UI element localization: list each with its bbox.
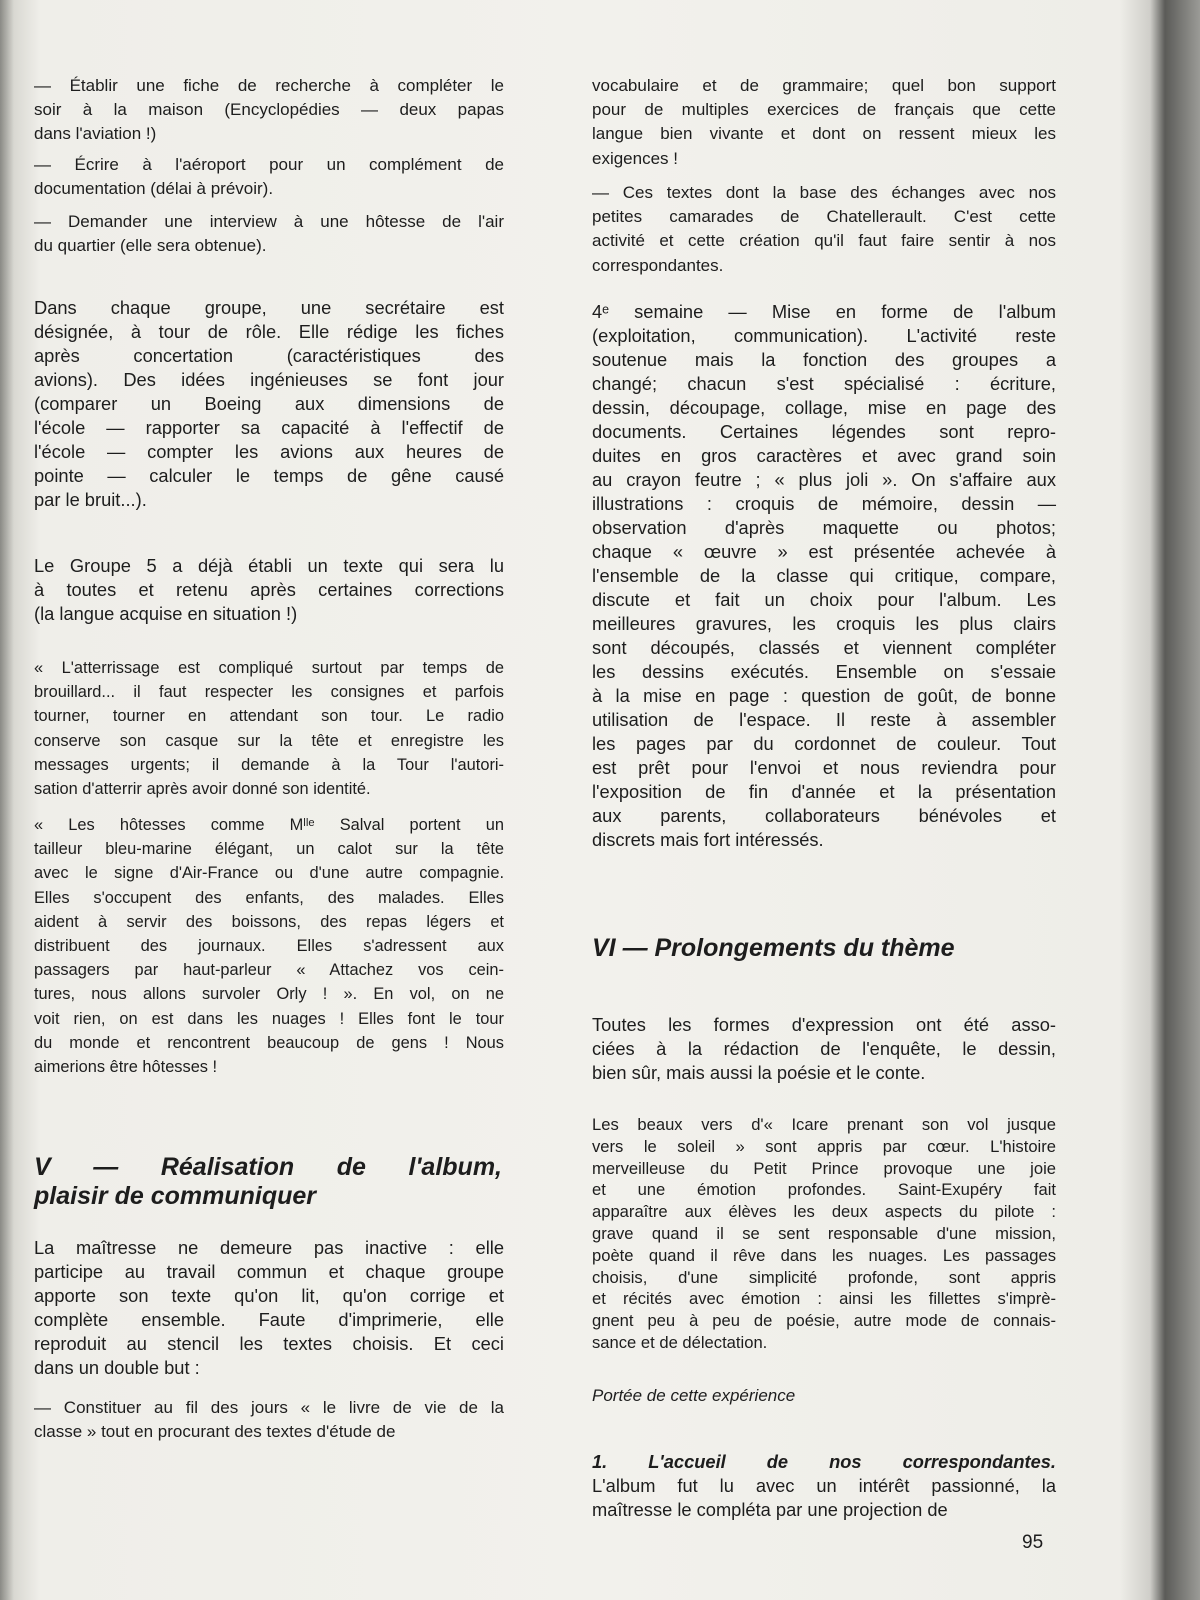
text-line: vers le soleil » sont appris par cœur. L'histoire bbox=[592, 1136, 1056, 1156]
text-line: ciées à la rédaction de l'enquête, le dessin, bbox=[592, 1038, 1056, 1059]
section-heading-v bbox=[34, 1153, 502, 1211]
text-line: — Établir une fiche de recherche à compléter le bbox=[34, 76, 504, 95]
text-line: à toutes et retenu après certaines corrections bbox=[34, 579, 504, 600]
text-line: apporte son texte qu'on lit, qu'on corrige et bbox=[34, 1285, 504, 1306]
text-line: sont découpés, classés et viennent compléter bbox=[592, 637, 1056, 658]
text-line: petites camarades de Chatellerault. C'est cette bbox=[592, 207, 1056, 227]
text-line: dans un double but : bbox=[34, 1357, 200, 1378]
text-line: — Écrire à l'aéroport pour un complément de bbox=[34, 155, 504, 174]
paragraph-icare bbox=[592, 1114, 1056, 1354]
text-line: VI — Prolongements du thème bbox=[592, 934, 955, 962]
text-line: — Demander une interview à une hôtesse de l'air bbox=[34, 212, 504, 231]
text-line: avec le signe d'Air-France ou d'une autre compagnie. bbox=[34, 864, 504, 883]
text-line: participe au travail commun et chaque groupe bbox=[34, 1261, 504, 1282]
text-line: complète ensemble. Faute d'imprimerie, elle bbox=[34, 1309, 504, 1330]
text-line: par le bruit...). bbox=[34, 489, 147, 510]
subheading-portee: Portée de cette expérience bbox=[592, 1386, 796, 1405]
text-line: l'école — rapporter sa capacité à l'effectif de bbox=[34, 417, 504, 438]
paragraph-teacher bbox=[34, 1236, 504, 1380]
text-line: soir à la maison (Encyclopédies — deux papas bbox=[34, 100, 504, 120]
paragraph-groups bbox=[34, 296, 504, 512]
text-line: gnent peu à peu de poésie, autre mode de connais- bbox=[592, 1311, 1056, 1331]
text-line: dans l'aviation !) bbox=[34, 124, 157, 144]
text-line: l'école — compter les avions aux heures de bbox=[34, 441, 504, 462]
text-line: aux parents, collaborateurs bénévoles et bbox=[592, 805, 1056, 826]
text-line: « Les hôtesses comme Mˡˡᵉ Salval portent un bbox=[34, 816, 504, 834]
text-line: La maîtresse ne demeure pas inactive : elle bbox=[34, 1237, 504, 1258]
text-line: les dessins exécutés. Ensemble on s'essaie bbox=[592, 661, 1056, 682]
paragraph-livre-de-vie bbox=[34, 1396, 504, 1444]
text-line: — Ces textes dont la base des échanges avec nos bbox=[592, 183, 1056, 202]
text-line: dessin, découpage, collage, mise en page des bbox=[592, 397, 1056, 418]
text-line: voit rien, on est dans les nuages ! Elles font le tour bbox=[34, 1009, 504, 1028]
text-line: sation d'atterrir après avoir donné son identité. bbox=[34, 780, 371, 799]
text-line: Les beaux vers d'« Icare prenant son vol jusque bbox=[592, 1115, 1056, 1134]
text-line: avions). Des idées ingénieuses se font jour bbox=[34, 369, 504, 390]
text-line: duites en gros caractères et avec grand soin bbox=[592, 445, 1056, 466]
section-heading-vi bbox=[592, 934, 1056, 963]
text-line: vocabulaire et de grammaire; quel bon support bbox=[592, 76, 1056, 95]
paragraph-echanges bbox=[592, 181, 1056, 278]
text-line: tailleur bleu-marine élégant, un calot sur la tête bbox=[34, 840, 504, 859]
text-line: documents. Certaines légendes sont repro- bbox=[592, 421, 1056, 442]
paragraph-write-airport bbox=[34, 153, 504, 201]
text-line: les pages par du cordonnet de couleur. Tout bbox=[592, 733, 1056, 754]
paragraph-expression bbox=[592, 1013, 1056, 1085]
text-line: utilisation de l'espace. Il reste à assembler bbox=[592, 709, 1056, 730]
text-line: après concertation (caractéristiques des bbox=[34, 345, 504, 366]
text-line: au crayon feutre ; « plus joli ». On s'affaire aux bbox=[592, 469, 1056, 490]
text-line: et récités avec émotion : ainsi les fillettes s'imprè- bbox=[592, 1289, 1056, 1309]
text-line: désignée, à tour de rôle. Elle rédige les fiches bbox=[34, 321, 504, 342]
text-line: illustrations : croquis de mémoire, dessin — bbox=[592, 493, 1056, 514]
text-line: meilleures gravures, les croquis les plus clairs bbox=[592, 613, 1056, 634]
text-line: brouillard... il faut respecter les consignes et parfois bbox=[34, 683, 504, 702]
paragraph-vocabulaire bbox=[592, 74, 1056, 171]
text-line: l'ensemble de la classe qui critique, compare, bbox=[592, 565, 1056, 586]
text-line: aident à servir des boissons, des repas légers et bbox=[34, 912, 504, 931]
text-line: « L'atterrissage est compliqué surtout par temps de bbox=[34, 659, 504, 677]
text-line: plaisir de communiquer bbox=[34, 1182, 317, 1210]
text-line: Toutes les formes d'expression ont été asso- bbox=[592, 1014, 1056, 1035]
text-line: maîtresse le compléta par une projection de bbox=[592, 1499, 948, 1520]
text-line: observation d'après maquette ou photos; bbox=[592, 517, 1056, 538]
text-line: Dans chaque groupe, une secrétaire est bbox=[34, 297, 504, 318]
text-line: conserve son casque sur la tête et enregistre les bbox=[34, 731, 504, 750]
quote-hostesses bbox=[34, 813, 504, 1079]
text-line: tures, nous allons survoler Orly ! ». En vol, on ne bbox=[34, 985, 504, 1004]
quote-landing bbox=[34, 656, 504, 801]
text-line: messages urgents; il demande à la Tour l'autori- bbox=[34, 755, 504, 774]
text-line: chaque « œuvre » est présentée achevée à bbox=[592, 541, 1056, 562]
text-line: tourner, tourner en attendant son tour. Le radio bbox=[34, 707, 504, 726]
text-line: sance et de délectation. bbox=[592, 1332, 768, 1352]
text-line: bien sûr, mais aussi la poésie et le conte. bbox=[592, 1062, 926, 1083]
text-line: discrets mais fort intéressés. bbox=[592, 829, 824, 850]
text-line: à la mise en page : question de goût, de bonne bbox=[592, 685, 1056, 706]
paragraph-groupe-5 bbox=[34, 554, 504, 626]
text-line: du monde et rencontrent beaucoup de gens ! Nous bbox=[34, 1033, 504, 1052]
text-line: aimerions être hôtesses ! bbox=[34, 1058, 218, 1077]
text-line: distribuent des journaux. Elles s'adressent aux bbox=[34, 937, 504, 956]
paragraph-interview bbox=[34, 210, 504, 258]
text-line: 4ᵉ semaine — Mise en forme de l'album bbox=[592, 301, 1056, 322]
text-line: correspondantes. bbox=[592, 255, 724, 275]
text-line: pour de multiples exercices de français que cette bbox=[592, 100, 1056, 120]
paragraph-accueil bbox=[592, 1450, 1056, 1522]
text-line: grave quand il se sent responsable d'une mission, bbox=[592, 1223, 1056, 1243]
text-line: classe » tout en procurant des textes d'étude de bbox=[34, 1422, 396, 1442]
text-line: — Constituer au fil des jours « le livre de vie de la bbox=[34, 1398, 504, 1417]
text-line: (comparer un Boeing aux dimensions de bbox=[34, 393, 504, 414]
text-line: et une émotion profondes. Saint-Exupéry fait bbox=[592, 1180, 1056, 1200]
text-line: merveilleuse du Petit Prince provoque une joie bbox=[592, 1158, 1056, 1178]
text-line: reproduit au stencil les textes choisis. Et ceci bbox=[34, 1333, 504, 1354]
text-line: changé; chacun s'est spécialisé : écriture, bbox=[592, 373, 1056, 394]
text-line: du quartier (elle sera obtenue). bbox=[34, 236, 267, 256]
text-line: choisis, d'une simplicité profonde, sont appris bbox=[592, 1267, 1056, 1287]
paragraph-research-sheet bbox=[34, 74, 504, 147]
text-line: langue bien vivante et dont on ressent mieux les bbox=[592, 124, 1056, 144]
paragraph-4e-semaine bbox=[592, 300, 1056, 852]
text-line: l'exposition de fin d'année et la présentation bbox=[592, 781, 1056, 802]
text-line: soutenue mais la fonction des groupes a bbox=[592, 349, 1056, 370]
page-number: 95 bbox=[1022, 1532, 1044, 1553]
text-line: V — Réalisation de l'album, bbox=[34, 1153, 502, 1181]
text-line: apparaître aux élèves les deux aspects du pilote : bbox=[592, 1202, 1056, 1222]
text-line: Le Groupe 5 a déjà établi un texte qui sera lu bbox=[34, 555, 504, 576]
text-line: poète quand il rêve dans les nuages. Les passages bbox=[592, 1245, 1056, 1265]
text-line: (la langue acquise en situation !) bbox=[34, 603, 298, 624]
text-line: 1. L'accueil de nos correspondantes. bbox=[592, 1451, 1056, 1472]
text-line: pointe — calculer le temps de gêne causé bbox=[34, 465, 504, 486]
text-line: discute et fait un choix pour l'album. Les bbox=[592, 589, 1056, 610]
text-line: activité et cette création qu'il faut faire sentir à nos bbox=[592, 231, 1056, 251]
text-line: passagers par haut-parleur « Attachez vos cein- bbox=[34, 961, 504, 980]
text-line: (exploitation, communication). L'activité reste bbox=[592, 325, 1056, 346]
text-line: documentation (délai à prévoir). bbox=[34, 179, 274, 199]
text-line: Elles s'occupent des enfants, des malades. Elles bbox=[34, 888, 504, 907]
text-line: L'album fut lu avec un intérêt passionné, la bbox=[592, 1475, 1056, 1496]
text-line: est prêt pour l'envoi et nous reviendra pour bbox=[592, 757, 1056, 778]
text-line: exigences ! bbox=[592, 148, 678, 168]
